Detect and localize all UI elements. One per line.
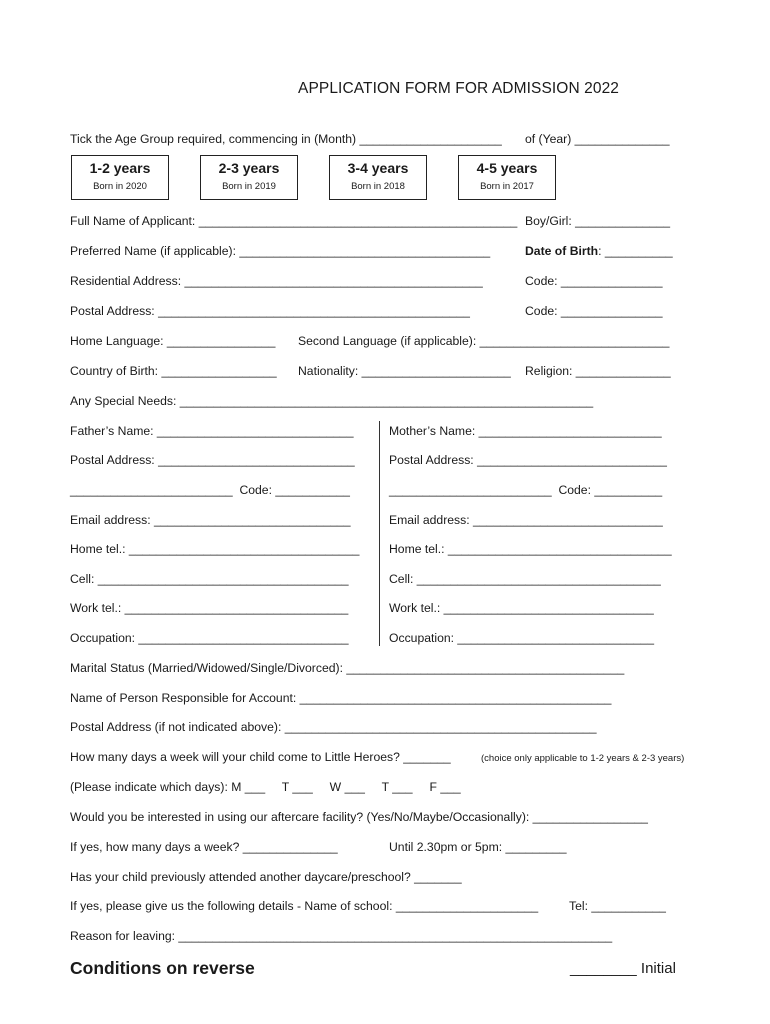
- age-option-born: Born in 2018: [351, 181, 405, 192]
- initial-label: Initial: [640, 960, 676, 977]
- mother-cell-field[interactable]: Cell: ____________________________________: [389, 572, 661, 586]
- age-option-born: Born in 2017: [480, 181, 534, 192]
- father-code-field[interactable]: ________________________ Code: ___________: [70, 483, 350, 497]
- full-name-field[interactable]: Full Name of Applicant: _______________________________________________: [70, 214, 518, 228]
- age-option-born: Born in 2019: [222, 181, 276, 192]
- aftercare-field[interactable]: Would you be interested in using our aftercare facility? (Yes/No/Maybe/Occasionally): _________________: [70, 810, 648, 824]
- age-option-label: 3-4 years: [347, 160, 409, 176]
- previous-daycare-field[interactable]: Has your child previously attended another daycare/preschool? _______: [70, 870, 462, 884]
- father-occupation-field[interactable]: Occupation: _______________________________: [70, 631, 349, 645]
- marital-status-field[interactable]: Marital Status (Married/Widowed/Single/Divorced): _________________________________________: [70, 661, 625, 675]
- age-option-1-2[interactable]: [71, 155, 169, 200]
- age-option-4-5[interactable]: [458, 155, 556, 200]
- age-group-line: Tick the Age Group required, commencing in (Month) _____________________: [70, 132, 502, 146]
- age-option-label: 2-3 years: [218, 160, 280, 176]
- boy-girl-field[interactable]: Boy/Girl: ______________: [525, 214, 671, 228]
- days-per-week-field[interactable]: How many days a week will your child come to Little Heroes? _______: [70, 750, 451, 764]
- mother-name-field[interactable]: Mother’s Name: ___________________________: [389, 424, 662, 438]
- father-home-tel-field[interactable]: Home tel.: __________________________________: [70, 542, 360, 556]
- home-language-field[interactable]: Home Language: ________________: [70, 334, 276, 348]
- initial-line: ________: [570, 960, 637, 977]
- school-name-field[interactable]: If yes, please give us the following details - Name of school: _____________________: [70, 899, 539, 913]
- days-note: (choice only applicable to 1-2 years & 2-3 years): [481, 753, 685, 764]
- dob-field[interactable]: [525, 244, 673, 258]
- parents-divider: [379, 421, 380, 646]
- postal-address-field[interactable]: Postal Address: ______________________________________________: [70, 304, 470, 318]
- postal-code-field[interactable]: Code: _______________: [525, 304, 663, 318]
- residential-code-field[interactable]: Code: _______________: [525, 274, 663, 288]
- postal-address-other-field[interactable]: Postal Address (if not indicated above): ______________________________________________: [70, 720, 597, 734]
- nationality-field[interactable]: Nationality: ______________________: [298, 364, 511, 378]
- mother-work-tel-field[interactable]: Work tel.: _______________________________: [389, 601, 654, 615]
- father-email-field[interactable]: Email address: _____________________________: [70, 513, 351, 527]
- mother-occupation-field[interactable]: Occupation: _____________________________: [389, 631, 654, 645]
- reason-for-leaving-field[interactable]: Reason for leaving: ________________________________________________________________: [70, 929, 613, 943]
- school-tel-field[interactable]: Tel: ___________: [569, 899, 666, 913]
- dob-line: : __________: [598, 244, 673, 258]
- responsible-person-field[interactable]: Name of Person Responsible for Account: ______________________________________________: [70, 691, 612, 705]
- mother-code-field[interactable]: ________________________ Code: __________: [389, 483, 663, 497]
- age-option-3-4[interactable]: [329, 155, 427, 200]
- religion-field[interactable]: Religion: ______________: [525, 364, 671, 378]
- residential-address-field[interactable]: Residential Address: ____________________________________________: [70, 274, 483, 288]
- father-work-tel-field[interactable]: Work tel.: _________________________________: [70, 601, 349, 615]
- initial-field[interactable]: [570, 960, 676, 977]
- age-option-label: 1-2 years: [89, 160, 151, 176]
- aftercare-days-field[interactable]: If yes, how many days a week? ______________: [70, 840, 338, 854]
- mother-home-tel-field[interactable]: Home tel.: _________________________________: [389, 542, 672, 556]
- preferred-name-field[interactable]: Preferred Name (if applicable): _____________________________________: [70, 244, 491, 258]
- mother-postal-field[interactable]: Postal Address: ____________________________: [389, 453, 667, 467]
- father-cell-field[interactable]: Cell: _____________________________________: [70, 572, 349, 586]
- dob-label: Date of Birth: [525, 244, 599, 258]
- age-option-born: Born in 2020: [93, 181, 147, 192]
- year-field[interactable]: of (Year) ______________: [525, 132, 670, 146]
- age-option-2-3[interactable]: [200, 155, 298, 200]
- second-language-field[interactable]: Second Language (if applicable): ____________________________: [298, 334, 670, 348]
- which-days-field[interactable]: (Please indicate which days): M ___ T ___ W ___ T ___ F ___: [70, 780, 461, 794]
- age-option-label: 4-5 years: [476, 160, 538, 176]
- conditions-on-reverse: Conditions on reverse: [70, 958, 255, 978]
- mother-email-field[interactable]: Email address: ____________________________: [389, 513, 663, 527]
- father-name-field[interactable]: Father’s Name: _____________________________: [70, 424, 354, 438]
- special-needs-field[interactable]: Any Special Needs: _____________________________________________________________: [70, 394, 594, 408]
- aftercare-until-field[interactable]: Until 2.30pm or 5pm: _________: [389, 840, 567, 854]
- country-of-birth-field[interactable]: Country of Birth: _________________: [70, 364, 277, 378]
- father-postal-field[interactable]: Postal Address: _____________________________: [70, 453, 355, 467]
- page-title: APPLICATION FORM FOR ADMISSION 2022: [298, 80, 620, 97]
